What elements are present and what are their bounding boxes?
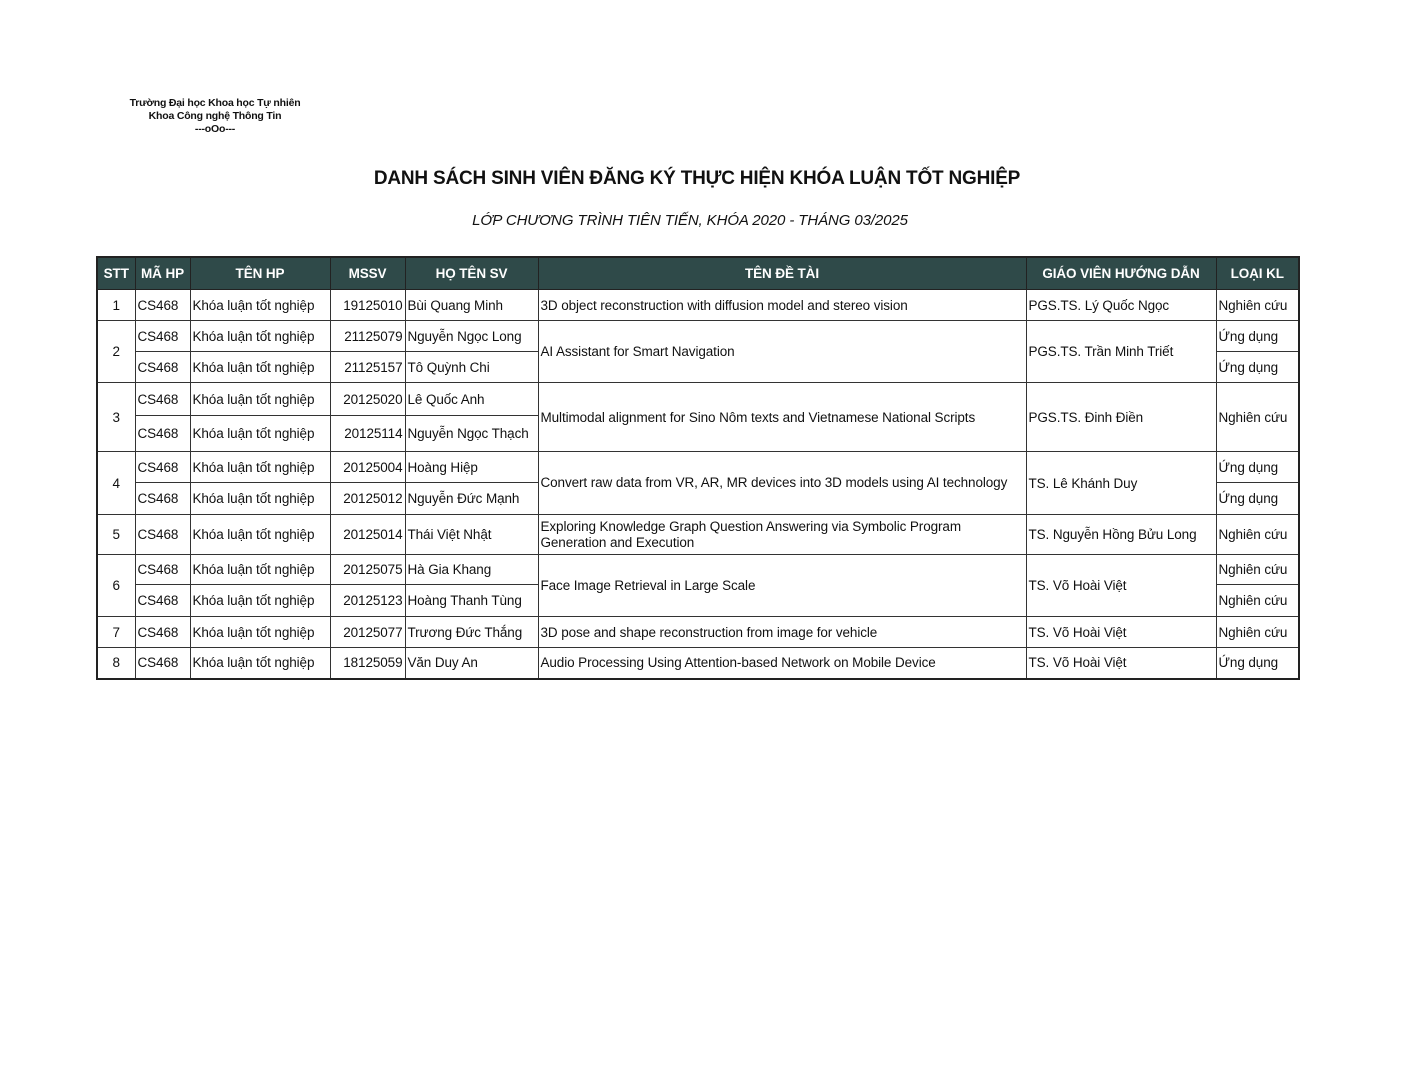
course-name-cell: Khóa luận tốt nghiệp — [190, 555, 330, 585]
course-name-cell: Khóa luận tốt nghiệp — [190, 352, 330, 383]
student-name-cell: Nguyễn Ngọc Thạch — [405, 416, 538, 452]
document-title: DANH SÁCH SINH VIÊN ĐĂNG KÝ THỰC HIỆN KHÓA LUẬN TỐT NGHIỆP — [373, 168, 1021, 189]
course-code-cell: CS468 — [135, 617, 190, 648]
stt-cell: 5 — [97, 515, 135, 555]
course-code-cell: CS468 — [135, 585, 190, 617]
course-name-cell: Khóa luận tốt nghiệp — [190, 483, 330, 515]
university-name: Trường Đại học Khoa học Tự nhiên — [129, 97, 301, 109]
student-id-cell: 21125079 — [330, 321, 405, 352]
course-code-cell: CS468 — [135, 483, 190, 515]
table-row — [97, 383, 1299, 416]
course-name-cell: Khóa luận tốt nghiệp — [190, 617, 330, 648]
thesis-type-cell: Ứng dụng — [1216, 321, 1299, 352]
stt-cell: 6 — [97, 555, 135, 617]
student-name-cell: Bùi Quang Minh — [405, 290, 538, 321]
advisor-cell: TS. Lê Khánh Duy — [1026, 452, 1216, 515]
course-name-cell: Khóa luận tốt nghiệp — [190, 585, 330, 617]
column-header-advisor: GIÁO VIÊN HƯỚNG DẪN — [1026, 257, 1216, 290]
column-header-student-name: HỌ TÊN SV — [405, 257, 538, 290]
topic-cell: 3D pose and shape reconstruction from image for vehicle — [538, 617, 1026, 648]
student-name-cell: Nguyễn Ngọc Long — [405, 321, 538, 352]
student-name-cell: Lê Quốc Anh — [405, 383, 538, 416]
student-name-cell: Hoàng Hiệp — [405, 452, 538, 483]
column-header-course-name: TÊN HP — [190, 257, 330, 290]
course-code-cell: CS468 — [135, 648, 190, 679]
advisor-cell: PGS.TS. Lý Quốc Ngọc — [1026, 290, 1216, 321]
student-id-cell: 20125012 — [330, 483, 405, 515]
student-id-cell: 20125020 — [330, 383, 405, 416]
table-row — [97, 648, 1299, 679]
table-row — [97, 290, 1299, 321]
student-id-cell: 21125157 — [330, 352, 405, 383]
document-subtitle: LỚP CHƯƠNG TRÌNH TIÊN TIẾN, KHÓA 2020 - THÁNG 03/2025 — [472, 212, 908, 229]
thesis-type-cell: Nghiên cứu — [1216, 383, 1299, 452]
stt-cell: 2 — [97, 321, 135, 383]
column-header-topic: TÊN ĐỀ TÀI — [538, 257, 1026, 290]
course-code-cell: CS468 — [135, 321, 190, 352]
table-row — [97, 617, 1299, 648]
thesis-type-cell: Ứng dụng — [1216, 352, 1299, 383]
course-name-cell: Khóa luận tốt nghiệp — [190, 515, 330, 555]
course-name-cell: Khóa luận tốt nghiệp — [190, 452, 330, 483]
course-name-cell: Khóa luận tốt nghiệp — [190, 648, 330, 679]
thesis-type-cell: Ứng dụng — [1216, 648, 1299, 679]
thesis-type-cell: Nghiên cứu — [1216, 617, 1299, 648]
student-id-cell: 20125075 — [330, 555, 405, 585]
topic-cell: Exploring Knowledge Graph Question Answering via Symbolic Program Generation and Execution — [538, 515, 1026, 555]
advisor-cell: PGS.TS. Đinh Điền — [1026, 383, 1216, 452]
course-code-cell: CS468 — [135, 290, 190, 321]
stt-cell: 3 — [97, 383, 135, 452]
topic-cell: Convert raw data from VR, AR, MR devices into 3D models using AI technology — [538, 452, 1026, 515]
student-id-cell: 18125059 — [330, 648, 405, 679]
thesis-type-cell: Ứng dụng — [1216, 452, 1299, 483]
student-id-cell: 20125123 — [330, 585, 405, 617]
stt-cell: 4 — [97, 452, 135, 515]
advisor-cell: PGS.TS. Trần Minh Triết — [1026, 321, 1216, 383]
organization-header — [100, 97, 330, 136]
student-name-cell: Hoàng Thanh Tùng — [405, 585, 538, 617]
course-name-cell: Khóa luận tốt nghiệp — [190, 321, 330, 352]
column-header-thesis-type: LOẠI KL — [1216, 257, 1299, 290]
faculty-name: Khoa Công nghệ Thông Tin — [148, 110, 282, 122]
table-header-row — [97, 257, 1299, 290]
advisor-cell: TS. Nguyễn Hồng Bửu Long — [1026, 515, 1216, 555]
student-id-cell: 20125114 — [330, 416, 405, 452]
column-header-stt: STT — [97, 257, 135, 290]
table-row — [97, 321, 1299, 352]
course-name-cell: Khóa luận tốt nghiệp — [190, 290, 330, 321]
table-row — [97, 515, 1299, 555]
course-name-cell: Khóa luận tốt nghiệp — [190, 383, 330, 416]
stt-cell: 7 — [97, 617, 135, 648]
thesis-type-cell: Ứng dụng — [1216, 483, 1299, 515]
topic-cell: 3D object reconstruction with diffusion model and stereo vision — [538, 290, 1026, 321]
student-id-cell: 20125014 — [330, 515, 405, 555]
student-name-cell: Hà Gia Khang — [405, 555, 538, 585]
student-name-cell: Thái Việt Nhật — [405, 515, 538, 555]
student-name-cell: Nguyễn Đức Mạnh — [405, 483, 538, 515]
topic-cell: Multimodal alignment for Sino Nôm texts and Vietnamese National Scripts — [538, 383, 1026, 452]
course-code-cell: CS468 — [135, 515, 190, 555]
column-header-course-code: MÃ HP — [135, 257, 190, 290]
course-code-cell: CS468 — [135, 452, 190, 483]
thesis-registration-table — [96, 256, 1300, 680]
stt-cell: 1 — [97, 290, 135, 321]
column-header-student-id: MSSV — [330, 257, 405, 290]
table-row — [97, 555, 1299, 585]
stt-cell: 8 — [97, 648, 135, 679]
advisor-cell: TS. Võ Hoài Việt — [1026, 555, 1216, 617]
course-name-cell: Khóa luận tốt nghiệp — [190, 416, 330, 452]
course-code-cell: CS468 — [135, 383, 190, 416]
student-id-cell: 20125077 — [330, 617, 405, 648]
topic-cell: Face Image Retrieval in Large Scale — [538, 555, 1026, 617]
course-code-cell: CS468 — [135, 352, 190, 383]
student-name-cell: Trương Đức Thắng — [405, 617, 538, 648]
ornament-line: ---oOo--- — [194, 123, 236, 135]
table-row — [97, 452, 1299, 483]
course-code-cell: CS468 — [135, 555, 190, 585]
topic-cell: Audio Processing Using Attention-based Network on Mobile Device — [538, 648, 1026, 679]
thesis-type-cell: Nghiên cứu — [1216, 290, 1299, 321]
advisor-cell: TS. Võ Hoài Việt — [1026, 617, 1216, 648]
thesis-type-cell: Nghiên cứu — [1216, 515, 1299, 555]
course-code-cell: CS468 — [135, 416, 190, 452]
student-name-cell: Tô Quỳnh Chi — [405, 352, 538, 383]
advisor-cell: TS. Võ Hoài Việt — [1026, 648, 1216, 679]
thesis-type-cell: Nghiên cứu — [1216, 585, 1299, 617]
topic-cell: AI Assistant for Smart Navigation — [538, 321, 1026, 383]
student-id-cell: 19125010 — [330, 290, 405, 321]
student-name-cell: Văn Duy An — [405, 648, 538, 679]
student-id-cell: 20125004 — [330, 452, 405, 483]
thesis-type-cell: Nghiên cứu — [1216, 555, 1299, 585]
